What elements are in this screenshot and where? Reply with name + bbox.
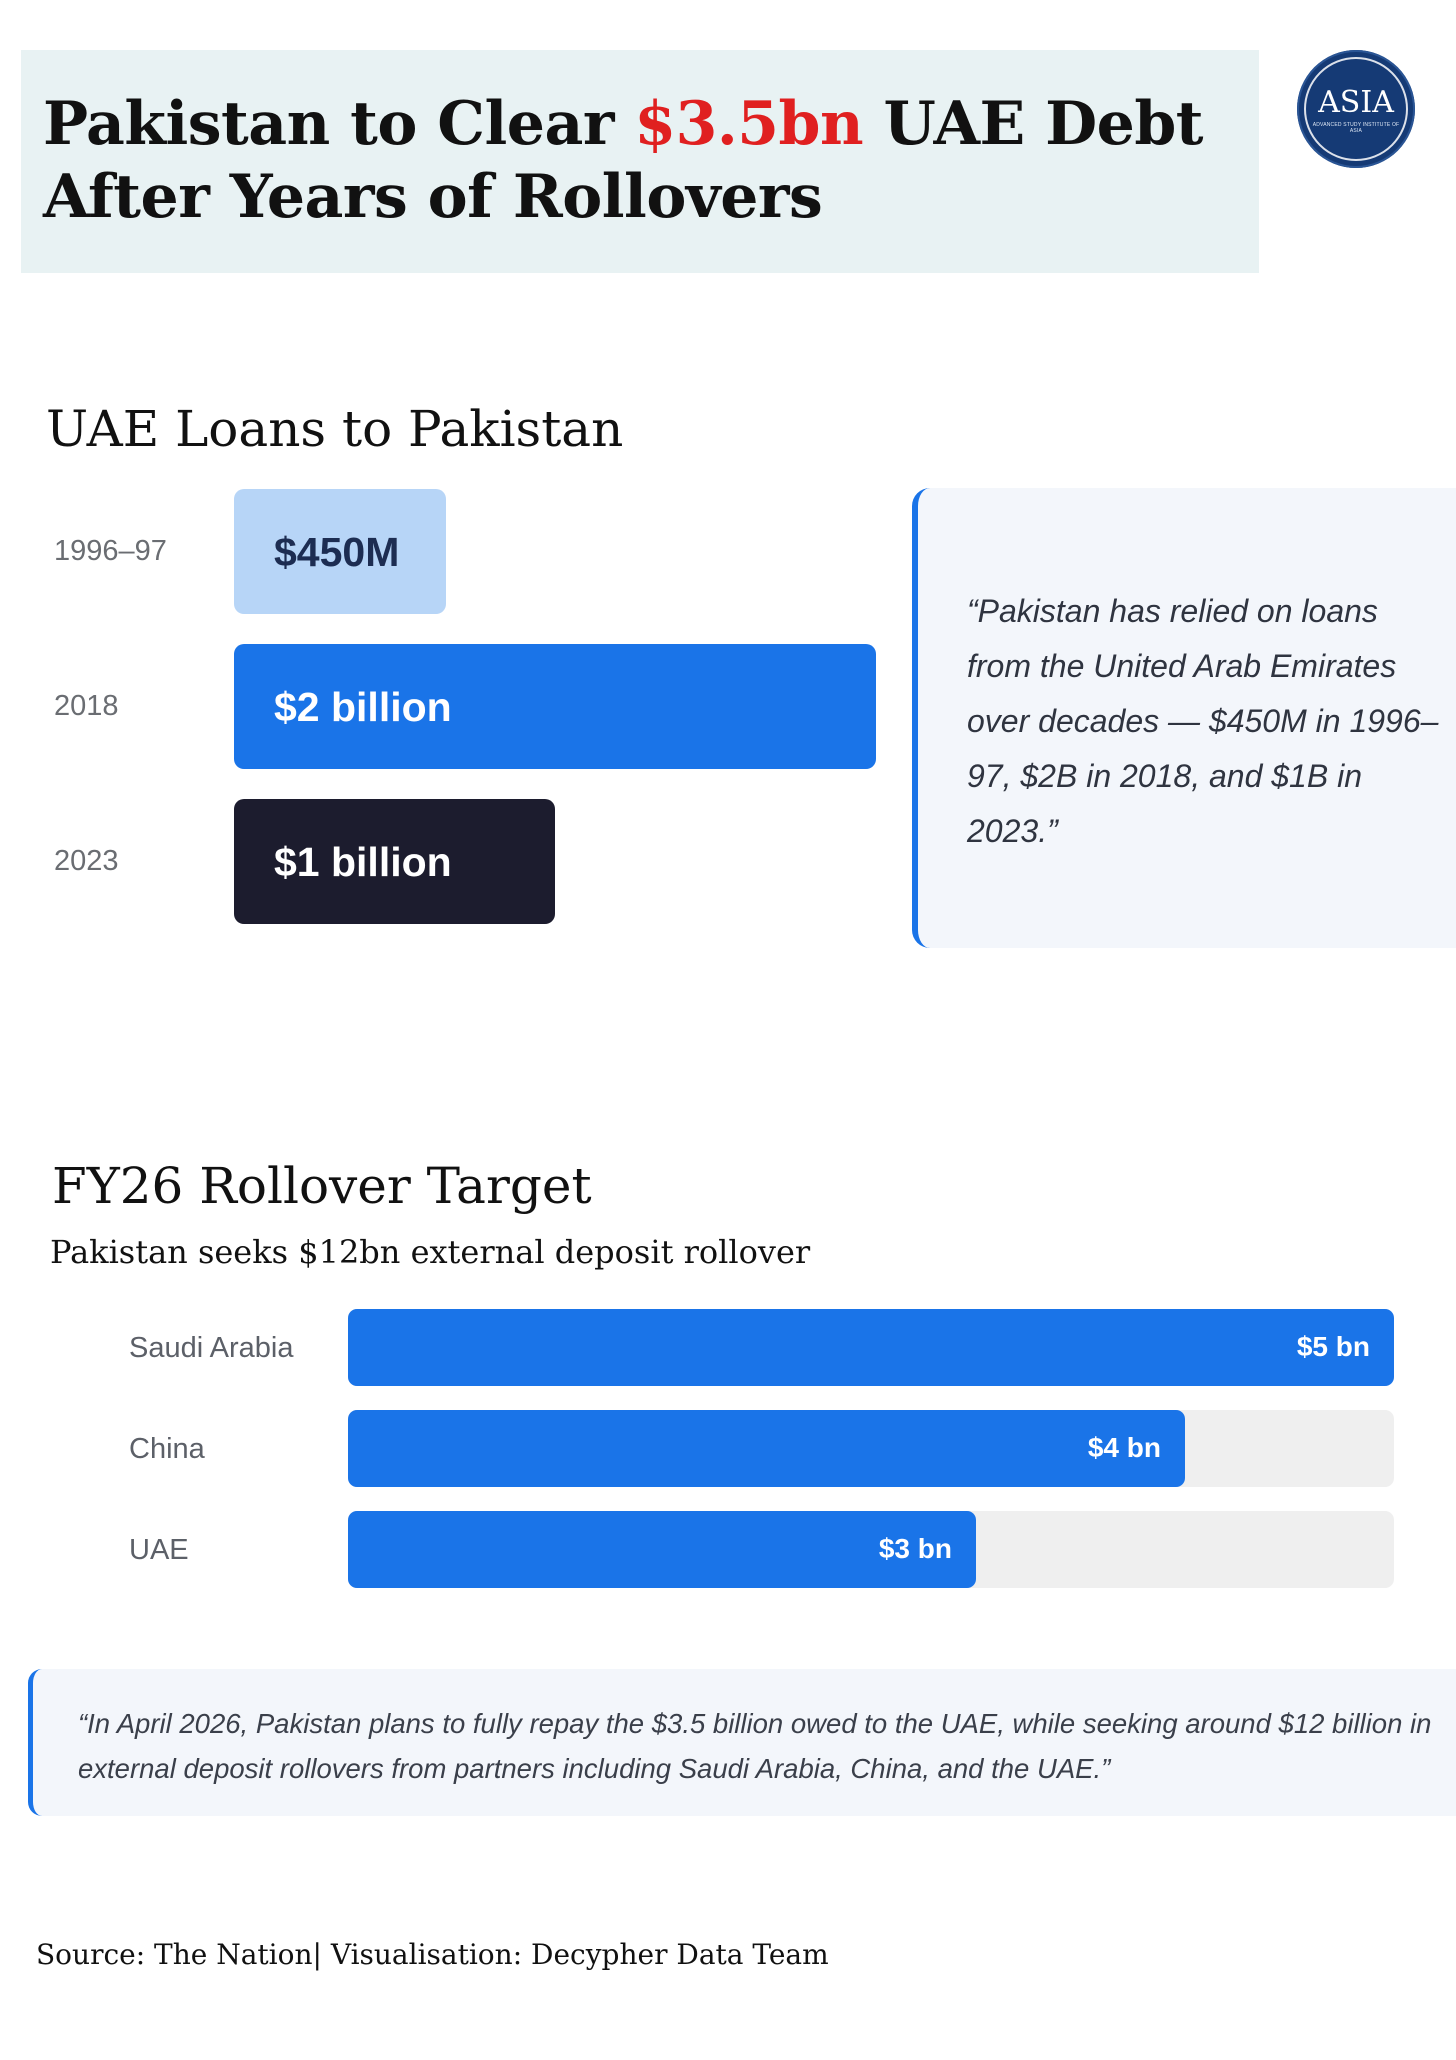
loan-bar-value: $450M [274,528,400,575]
rollover-bar-value: $4 bn [1087,1432,1161,1463]
loans-quote-text: “Pakistan has relied on loans from the United Arab Emirates over decades — $450M in 1996–97, $2B in 2018, and $1B in 2023.” [967,593,1439,849]
loan-year-label: 2023 [54,845,119,877]
loan-year-label: 2018 [54,690,119,722]
page-title [43,88,1253,234]
rollover-bar-track [348,1309,1394,1386]
logo-subtext: ADVANCED STUDY INSTITUTE OF ASIA [1312,122,1400,134]
rollover-bar [348,1410,1185,1487]
summary-quote-card [28,1669,1456,1816]
rollover-bar-track [348,1511,1394,1588]
rollover-country-label: China [129,1433,205,1465]
loan-year-label: 1996–97 [54,535,167,567]
summary-quote-text: “In April 2026, Pakistan plans to fully repay the $3.5 billion owed to the UAE, while seeking around $12 billion in external deposit rollovers from partners including Saudi Arabia, China, and the UAE.” [78,1708,1432,1784]
asia-logo [1297,50,1415,168]
loan-bar-value: $2 billion [274,683,452,730]
title-highlight-amount: $3.5bn [634,89,864,159]
logo-text: ASIA [1318,85,1394,120]
loans-section-title: UAE Loans to Pakistan [46,400,624,458]
rollover-bar-track [348,1410,1394,1487]
loans-quote-card [912,488,1456,948]
rollover-bar [348,1309,1394,1386]
title-text-start: Pakistan to Clear [43,89,635,159]
rollover-bar-value: $5 bn [1296,1331,1370,1362]
loan-bar [234,644,876,769]
title-text-end: UAE Debt After Years of Rollovers [43,89,1203,232]
loan-bar-value: $1 billion [274,838,452,885]
rollover-country-label: Saudi Arabia [129,1332,294,1364]
loan-bar [234,799,555,924]
title-banner [21,50,1259,273]
loan-bar [234,489,446,614]
rollover-section-title: FY26 Rollover Target [52,1157,592,1215]
rollover-bar [348,1511,976,1588]
rollover-subtitle: Pakistan seeks $12bn external deposit rollover [50,1233,811,1271]
source-credit: Source: The Nation| Visualisation: Decypher Data Team [36,1938,829,1971]
rollover-bar-value: $3 bn [878,1533,952,1564]
rollover-country-label: UAE [129,1534,189,1566]
